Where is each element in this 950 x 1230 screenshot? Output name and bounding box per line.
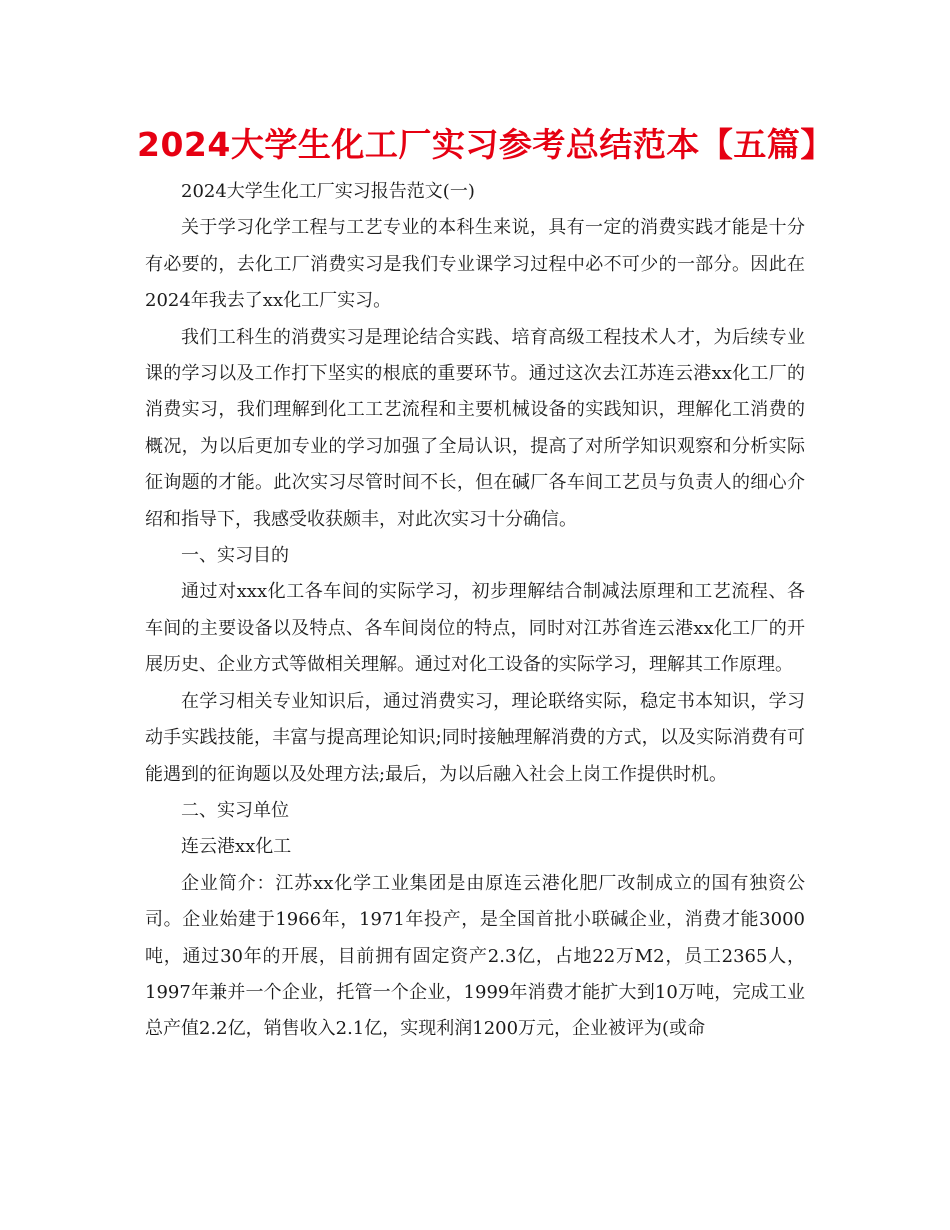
background-paragraph: 我们工科生的消费实习是理论结合实践、培育高级工程技术人才，为后续专业课的学习以及工作打下坚实的根底的重要环节。通过这次去江苏连云港xx化工厂的消费实习，我们理解到化工工艺流程和主要机械设备的实践知识，理解化工消费的概况，为以后更加专业的学习加强了全局认识，提高了对所学知识观察和分析实际征询题的才能。此次实习尽管时间不长，但在碱厂各车间工艺员与负责人的细心介绍和指导下，我感受收获颇丰，对此次实习十分确信。 [145, 326, 805, 530]
document-title: 2024大学生化工厂实习参考总结范本【五篇】 [137, 125, 834, 164]
section-heading-unit: 二、实习单位 [181, 799, 289, 821]
intro-paragraph: 关于学习化学工程与工艺专业的本科生来说，具有一定的消费实践才能是十分有必要的，去化工厂消费实习是我们专业课学习过程中必不可少的一部分。因此在2024年我去了xx化工厂实习。 [145, 217, 805, 312]
purpose-paragraph-1: 通过对xxx化工各车间的实际学习，初步理解结合制减法原理和工艺流程、各车间的主要设备以及特点、各车间岗位的特点，同时对江苏省连云港xx化工厂的开展历史、企业方式等做相关理解。通过对化工设备的实际学习，理解其工作原理。 [145, 581, 805, 676]
purpose-paragraph-2: 在学习相关专业知识后，通过消费实习，理论联络实际，稳定书本知识，学习动手实践技能，丰富与提高理论知识;同时接触理解消费的方式，以及实际消费有可能遇到的征询题以及处理方法;最后，为以后融入社会上岗工作提供时机。 [145, 690, 805, 785]
unit-name: 连云港xx化工 [181, 836, 292, 858]
report-subtitle: 2024大学生化工厂实习报告范文(一) [181, 181, 475, 202]
section-heading-purpose: 一、实习目的 [181, 545, 289, 567]
document-page [137, 122, 834, 1048]
company-profile-paragraph: 企业简介：江苏xx化学工业集团是由原连云港化肥厂改制成立的国有独资公司。企业始建于1966年，1971年投产，是全国首批小联碱企业，消费才能3000吨，通过30年的开展，目前拥有固定资产2.3亿，占地22万M2，员工2365人，1997年兼并一个企业，托管一个企业，1999年消费才能扩大到10万吨，完成工业总产值2.2亿，销售收入2.1亿，实现利润1200万元，企业被评为(或命 [145, 872, 805, 1040]
